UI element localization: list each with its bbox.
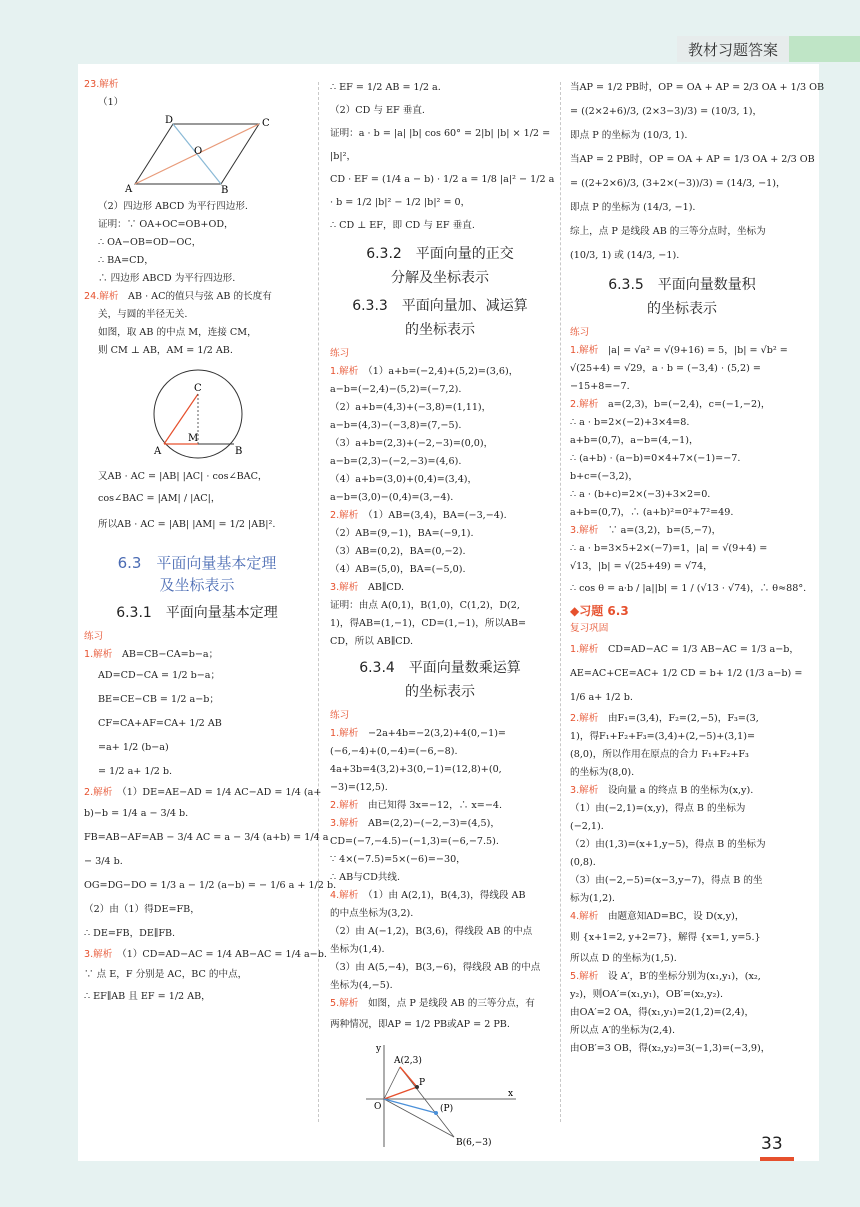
- text-line: 两种情况，即AP = 1/2 PB或AP = 2 PB.: [330, 1019, 510, 1030]
- text-line: BE=CE−CB = 1/2 a−b；: [98, 694, 219, 705]
- text-line: ∴ EF∥AB 且 EF = 1/2 AB，: [84, 991, 211, 1002]
- h2-block: [570, 728, 794, 782]
- section-6-3-2-title: 6.3.2 平面向量的正交: [366, 246, 514, 262]
- text-line: 由题意知AD=BC，设 D(x,y)，: [607, 911, 745, 922]
- text-line: 1)，得F₁+F₂+F₃=(3,4)+(2,−5)+(3,1)=: [570, 731, 756, 742]
- h4-label: 4.解析: [570, 911, 599, 922]
- text-line: b)−b = 1/4 a − 3/4 b.: [84, 808, 189, 819]
- text-line: a−b=(3,0)−(0,4)=(3,−4).: [330, 492, 454, 503]
- text-line: CD=(−7,−4.5)−(−1,3)=(−6,−7.5).: [330, 836, 499, 847]
- text-line: − 3/4 b.: [84, 856, 123, 867]
- text-line: cos∠BAC = |AM| / |AC|，: [98, 493, 221, 504]
- text-line: 1)，得AB=(1,−1)，CD=(1,−1)，所以AB=: [330, 618, 527, 629]
- text-line: （2）由 A(−1,2)，B(3,6)，得线段 AB 的中点: [330, 926, 533, 937]
- text-line: −3)=(12,5).: [330, 782, 388, 793]
- text-line: （4）a+b=(3,0)+(0,4)=(3,4)，: [330, 474, 478, 485]
- label-a: A(2,3): [394, 1056, 422, 1066]
- text-line: 1/6 a+ 1/2 b.: [570, 692, 633, 703]
- text-line: ∴ (a+b) · (a−b)=0×4+7×(−1)=−7.: [570, 453, 741, 464]
- text-line: (−6,−4)+(0,−4)=(−6,−8).: [330, 746, 458, 757]
- section-6-3-5-title: 6.3.5 平面向量数量积: [608, 277, 756, 293]
- text-line: 的坐标为(8,0).: [570, 767, 635, 778]
- section-6-3-3-title: 6.3.3 平面向量加、减运算: [352, 298, 528, 314]
- g2-block: [570, 414, 794, 522]
- p2-block: [84, 802, 337, 946]
- page: [78, 64, 825, 1161]
- label-a: A: [125, 184, 133, 195]
- q23-proof: [84, 198, 310, 288]
- text-line: a=(2,3)，b=(−2,4)，c=(−1,−2)，: [607, 399, 771, 410]
- practice-label: 练习: [330, 348, 350, 359]
- f2-label: 2.解析: [330, 800, 359, 811]
- text-line: AB · AC的值只与弦 AB 的长度有: [128, 291, 272, 302]
- p3-block: [84, 964, 310, 1008]
- text-line: (0,8).: [570, 857, 596, 868]
- g3-block: [570, 540, 807, 602]
- text-line: 又AB · AC = |AB| |AC| · cos∠BAC，: [98, 471, 268, 482]
- text-line: |b|²，: [330, 151, 357, 162]
- text-line: ∴ DE=FB，DE∥FB.: [84, 928, 176, 939]
- text-line: 所以点 D 的坐标为(1,5).: [570, 953, 677, 964]
- text-line: CD=AD−AC = 1/3 AB−AC = 1/3 a−b，: [607, 644, 799, 655]
- text-line: （2）CD 与 EF 垂直.: [330, 105, 425, 116]
- label-b: B: [235, 446, 243, 457]
- text-line: ∴ a · b=3×5+2×(−7)=1，|a| = √(9+4) =: [570, 543, 768, 554]
- text-line: 当AP = 1/2 PB时，OP = OA + AP = 2/3 OA + 1/3 OB: [570, 82, 825, 93]
- text-line: = 1/2 a+ 1/2 b.: [98, 766, 173, 777]
- text-line: 设 A′，B′的坐标分别为(x₁,y₁)，(x₂,: [607, 971, 761, 982]
- section-6-3-3-subtitle: 的坐标表示: [405, 322, 475, 338]
- q24-block: [84, 306, 310, 360]
- text-line: a+b=(0,7)，a−b=(4,−1)，: [570, 435, 699, 446]
- section-6-3-4-title: 6.3.4 平面向量数乘运算: [359, 660, 521, 676]
- f5-label: 5.解析: [330, 998, 359, 1009]
- label-b: B: [221, 185, 229, 196]
- p3-label: 3.解析: [84, 949, 113, 960]
- text-line: a+b=(0,7)，∴ (a+b)²=0²+7²=49.: [570, 507, 734, 518]
- text-line: 所以点 A′的坐标为(2,4).: [570, 1025, 676, 1036]
- g1-block: [570, 360, 794, 396]
- text-line: （1）: [98, 97, 124, 108]
- q24-proof: [84, 468, 310, 538]
- p1-label: 1.解析: [84, 649, 113, 660]
- h3-label: 3.解析: [570, 785, 599, 796]
- e3-label: 3.解析: [330, 582, 359, 593]
- text-line: AB=(2,2)−(−2,−3)=(4,5)，: [367, 818, 500, 829]
- text-line: 标为(1,2).: [570, 893, 615, 904]
- column-3: [570, 76, 825, 1058]
- f1-label: 1.解析: [330, 728, 359, 739]
- text-line: a−b=(−2,4)−(5,2)=(−7,2).: [330, 384, 462, 395]
- section-6-3-2-subtitle: 分解及坐标表示: [391, 270, 489, 286]
- h2-label: 2.解析: [570, 713, 599, 724]
- text-line: · b = 1/2 |b|² − 1/2 |b|² = 0，: [330, 197, 471, 208]
- section-6-3-title: 6.3 平面向量基本定理: [117, 554, 277, 572]
- e3-block: [330, 597, 550, 651]
- text-line: b+c=(−3,2)，: [570, 471, 638, 482]
- text-line: =a+ 1/2 (b−a): [98, 742, 169, 753]
- text-line: 当AP = 2 PB时，OP = OA + AP = 1/3 OA + 2/3 OB: [570, 154, 815, 165]
- label-p: P: [419, 1078, 426, 1088]
- h4-block: [570, 926, 794, 968]
- label-p2: (P): [440, 1104, 454, 1114]
- text-line: y₂)，则OA′=(x₁,y₁)，OB′=(x₂,y₂).: [570, 989, 724, 1000]
- e1-block: [330, 381, 550, 507]
- page-number-underline: [760, 1157, 794, 1161]
- text-line: ∵ 点 E，F 分别是 AC，BC 的中点，: [84, 969, 248, 980]
- header-accent: [789, 36, 860, 62]
- text-line: FB=AB−AF=AB − 3/4 AC = a − 3/4 (a+b) = 1/4 a: [84, 832, 329, 843]
- text-line: 证明：∵ OA+OC=OB+OD，: [98, 219, 234, 230]
- text-line: a−b=(2,3)−(−2,−3)=(4,6).: [330, 456, 462, 467]
- text-line: （4）AB=(5,0)，BA=(−5,0).: [330, 564, 466, 575]
- section-6-3-4-subtitle: 的坐标表示: [405, 684, 475, 700]
- text-line: AD=CD−CA = 1/2 b−a；: [98, 670, 221, 681]
- text-line: （2）四边形 ABCD 为平行四边形.: [98, 201, 248, 212]
- header-title: 教材习题答案: [677, 36, 789, 62]
- text-line: ∴ a · (b+c)=2×(−3)+3×2=0.: [570, 489, 711, 500]
- h5-block: [570, 986, 794, 1058]
- practice-label: 练习: [570, 327, 590, 338]
- text-line: （3）由 A(5,−4)，B(3,−6)，得线段 AB 的中点: [330, 962, 541, 973]
- text-line: (−2,1).: [570, 821, 604, 832]
- exercise-6-3-heading: ◆习题 6.3: [570, 604, 629, 618]
- text-line: AE=AC+CE=AC+ 1/2 CD = b+ 1/2 (1/3 a−b) =: [570, 668, 803, 679]
- section-6-3-5-subtitle: 的坐标表示: [647, 301, 717, 317]
- text-line: 由F₁=(3,4)，F₂=(2,−5)，F₃=(3,: [607, 713, 759, 724]
- text-line: ∴ a · b=2×(−2)+3×4=8.: [570, 417, 690, 428]
- f4-label: 4.解析: [330, 890, 359, 901]
- circle-figure: [142, 364, 252, 464]
- text-line: 坐标为(4,−5).: [330, 980, 393, 991]
- text-line: = ((2+2×6)/3, (3+2×(−3))/3) = (14/3, −1)，: [570, 178, 786, 189]
- text-line: |a| = √a² = √(9+16) = 5，|b| = √b² =: [607, 345, 788, 356]
- text-line: ∴ cos θ = a·b / |a||b| = 1 / (√13 · √74)，∴ θ≈88°.: [570, 583, 807, 594]
- text-line: 证明：a · b = |a| |b| cos 60° = 2|b| |b| × 1/2 =: [330, 128, 551, 139]
- practice-label: 练习: [330, 710, 350, 721]
- text-line: ∴ CD ⊥ EF，即 CD 与 EF 垂直.: [330, 220, 475, 231]
- text-line: ∵ 4×(−7.5)=5×(−6)=−30，: [330, 854, 466, 865]
- text-line: −15+8=−7.: [570, 381, 630, 392]
- label-o: O: [194, 146, 203, 157]
- f1-block: [330, 743, 550, 797]
- f3-block: [330, 833, 550, 887]
- text-line: 4a+3b=4(3,2)+3(0,−1)=(12,8)+(0,: [330, 764, 502, 775]
- text-line: （3）由(−2,−5)=(x−3,y−7)，得点 B 的坐: [570, 875, 763, 886]
- text-line: （3）a+b=(2,3)+(−2,−3)=(0,0)，: [330, 438, 494, 449]
- parallelogram-figure: [117, 116, 277, 194]
- text-line: 如图，点 P 是线段 AB 的三等分点，有: [367, 998, 535, 1009]
- h3-block: [570, 800, 794, 908]
- q5-continued: [570, 76, 825, 268]
- q23-block: [84, 94, 310, 112]
- h5-label: 5.解析: [570, 971, 599, 982]
- f4-block: [330, 905, 550, 995]
- e1-label: 1.解析: [330, 366, 359, 377]
- text-line: CD · EF = (1/4 a − b) · 1/2 a = 1/8 |a|² − 1/2 a: [330, 174, 555, 185]
- p1-block: [84, 664, 310, 784]
- column-divider: [318, 82, 319, 1122]
- text-line: OG=DG−DO = 1/3 a − 1/2 (a−b) = − 1/6 a + 1/2 b.: [84, 880, 337, 891]
- label-o: O: [374, 1102, 382, 1112]
- text-line: 即点 P 的坐标为 (14/3, −1).: [570, 202, 696, 213]
- text-line: √(25+4) = √29，a · b = (−3,4) · (5,2) =: [570, 363, 761, 374]
- text-line: ∴ 四边形 ABCD 为平行四边形.: [98, 273, 236, 284]
- review-label: 复习巩固: [570, 623, 609, 634]
- text-line: ∴ BA=CD，: [98, 255, 154, 266]
- text-line: （1）由(−2,1)=(x,y)，得点 B 的坐标为: [570, 803, 746, 814]
- text-line: 综上，点 P 是线段 AB 的三等分点时，坐标为: [570, 226, 766, 237]
- label-y: y: [376, 1044, 382, 1054]
- g1-label: 1.解析: [570, 345, 599, 356]
- label-a: A: [154, 446, 162, 457]
- label-x: x: [508, 1089, 514, 1099]
- f3-label: 3.解析: [330, 818, 359, 829]
- text-line: 如图，取 AB 的中点 M，连接 CM，: [98, 327, 257, 338]
- text-line: 所以AB · AC = |AB| |AM| = 1/2 |AB|².: [98, 519, 276, 530]
- label-b: B(6,−3): [456, 1138, 492, 1148]
- text-line: −2a+4b=−2(3,2)+4(0,−1)=: [367, 728, 506, 739]
- text-line: （3）AB=(0,2)，BA=(0,−2).: [330, 546, 466, 557]
- label-m: M: [188, 433, 199, 444]
- text-line: （2）AB=(9,−1)，BA=(−9,1).: [330, 528, 474, 539]
- coordinate-figure: [360, 1041, 520, 1151]
- text-line: （1）DE=AE−AD = 1/4 AC−AD = 1/4 (a+: [121, 787, 322, 798]
- text-line: 由已知得 3x=−12，∴ x=−4.: [367, 800, 503, 811]
- text-line: = ((2×2+6)/3, (2×3−3)/3) = (10/3, 1)，: [570, 106, 763, 117]
- text-line: 由OA′=2 OA，得(x₁,y₁)=2(1,2)=(2,4)，: [570, 1007, 755, 1018]
- label-c: C: [262, 118, 270, 129]
- text-line: （2）a+b=(4,3)+(−3,8)=(1,11)，: [330, 402, 492, 413]
- text-line: (10/3, 1) 或 (14/3, −1).: [570, 250, 680, 261]
- text-line: ∴ OA−OB=OD−OC，: [98, 237, 202, 248]
- h1-label: 1.解析: [570, 644, 599, 655]
- text-line: ∵ a=(3,2)，b=(5,−7)，: [607, 525, 722, 536]
- text-line: 坐标为(1,4).: [330, 944, 385, 955]
- text-line: （1）AB=(3,4)，BA=(−3,−4).: [367, 510, 507, 521]
- text-line: （2）由（1）得DE=FB，: [84, 904, 200, 915]
- text-line: （1）CD=AD−AC = 1/4 AB−AC = 1/4 a−b.: [121, 949, 327, 960]
- section-6-3-subtitle: 及坐标表示: [159, 576, 235, 594]
- q24-label: 24.解析: [84, 291, 119, 302]
- text-line: CF=CA+AF=CA+ 1/2 AB: [98, 718, 222, 729]
- e2-block: [330, 525, 550, 579]
- text-line: AB∥CD.: [367, 582, 405, 593]
- p2-label: 2.解析: [84, 787, 113, 798]
- g2-label: 2.解析: [570, 399, 599, 410]
- text-line: （1）a+b=(−2,4)+(5,2)=(3,6)，: [367, 366, 519, 377]
- section-6-3-1: 6.3.1 平面向量基本定理: [116, 605, 278, 621]
- text-line: CD，所以 AB∥CD.: [330, 636, 414, 647]
- text-line: AB=CB−CA=b−a；: [121, 649, 219, 660]
- text-line: （2）由(1,3)=(x+1,y−5)，得点 B 的坐标为: [570, 839, 766, 850]
- text-line: 证明：由点 A(0,1)，B(1,0)，C(1,2)，D(2,: [330, 600, 520, 611]
- text-line: ∴ EF = 1/2 AB = 1/2 a.: [330, 82, 441, 93]
- text-line: 则 {x+1=2, y+2=7}，解得 {x=1, y=5.}: [570, 932, 761, 943]
- g3-label: 3.解析: [570, 525, 599, 536]
- h1-block: [570, 662, 803, 710]
- text-line: (8,0)，所以作用在原点的合力 F₁+F₂+F₃: [570, 749, 749, 760]
- text-line: 由OB′=3 OB，得(x₂,y₂)=3(−1,3)=(−3,9)，: [570, 1043, 771, 1054]
- text-line: 即点 P 的坐标为 (10/3, 1).: [570, 130, 688, 141]
- text-line: 则 CM ⊥ AB，AM = 1/2 AB.: [98, 345, 233, 356]
- label-d: D: [165, 115, 174, 126]
- text-line: 设向量 a 的终点 B 的坐标为(x,y).: [607, 785, 754, 796]
- q3-continued: [330, 76, 555, 237]
- text-line: a−b=(4,3)−(−3,8)=(7,−5).: [330, 420, 462, 431]
- page-number: 33: [761, 1134, 783, 1154]
- q23-label: 23.解析: [84, 79, 119, 90]
- column-1: [84, 76, 337, 1008]
- e2-label: 2.解析: [330, 510, 359, 521]
- text-line: ∴ AB与CD共线.: [330, 872, 400, 883]
- column-divider: [560, 82, 561, 1122]
- column-2: [330, 76, 555, 1155]
- label-c: C: [194, 383, 202, 394]
- text-line: √13，|b| = √(25+49) = √74，: [570, 561, 713, 572]
- text-line: 的中点坐标为(3,2).: [330, 908, 414, 919]
- practice-label: 练习: [84, 631, 104, 642]
- text-line: （1）由 A(2,1)，B(4,3)，得线段 AB: [367, 890, 526, 901]
- text-line: 关，与圆的半径无关.: [98, 309, 188, 320]
